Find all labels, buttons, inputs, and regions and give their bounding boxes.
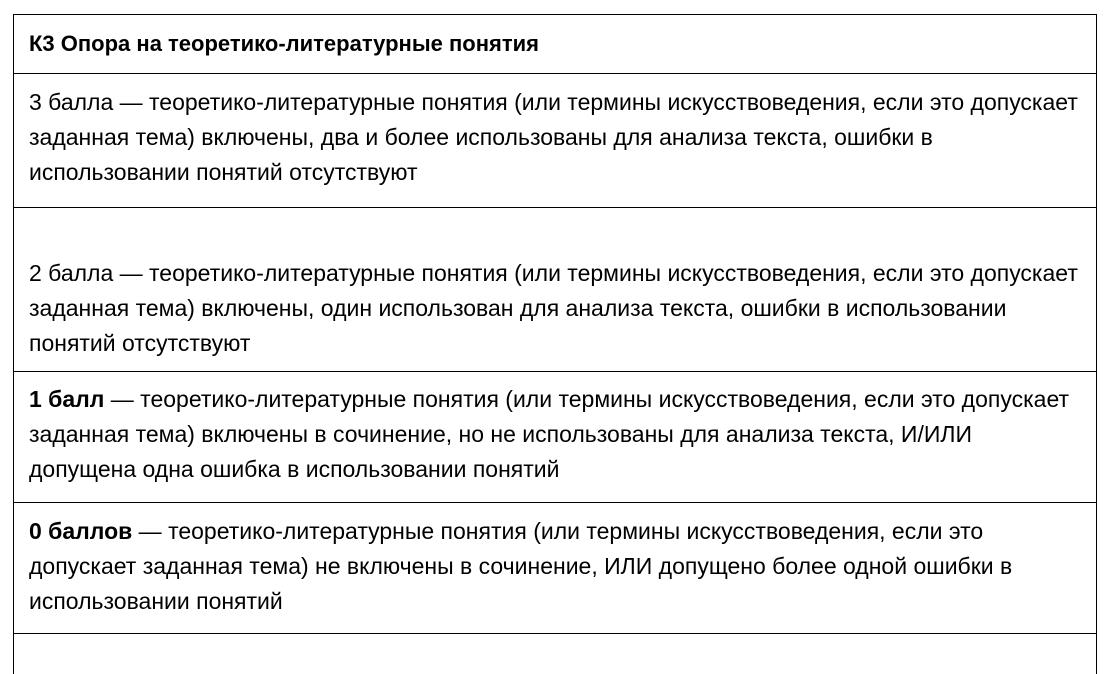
criterion-text: — теоретико-литературные понятия (или термины искусствоведения, если это допускает заданная тема) включены в сочинение, но не использованы для анализа текста, И/ИЛИ допущена одна ошибка в использовании понятий [29,386,1070,482]
criterion-row-1-point [14,372,1096,503]
table-header-row [14,15,1096,74]
criteria-table [13,14,1097,674]
score-label: 0 баллов [29,518,133,544]
criterion-text: — теоретико-литературные понятия (или термины искусствоведения, если это допускает заданная тема) не включены в сочинение, ИЛИ допущено более одной ошибки в использовании понятий [29,518,1013,614]
score-label: 1 балл [29,386,105,412]
criterion-text: 2 балла — теоретико-литературные понятия (или термины искусствоведения, если это допускает заданная тема) включены, один использован для анализа текста, ошибки в использовании понятий отсутствуют [29,260,1078,356]
criterion-row-2-points [14,208,1096,372]
criterion-text: 3 балла — теоретико-литературные понятия (или термины искусствоведения, если это допускает заданная тема) включены, два и более использованы для анализа текста, ошибки в использовании понятий отсутствуют [29,89,1078,185]
criterion-row-3-points [14,74,1096,208]
criterion-row-0-points [14,503,1096,634]
table-row-empty [14,634,1096,674]
criterion-title: К3 Опора на теоретико-литературные понятия [29,31,539,56]
